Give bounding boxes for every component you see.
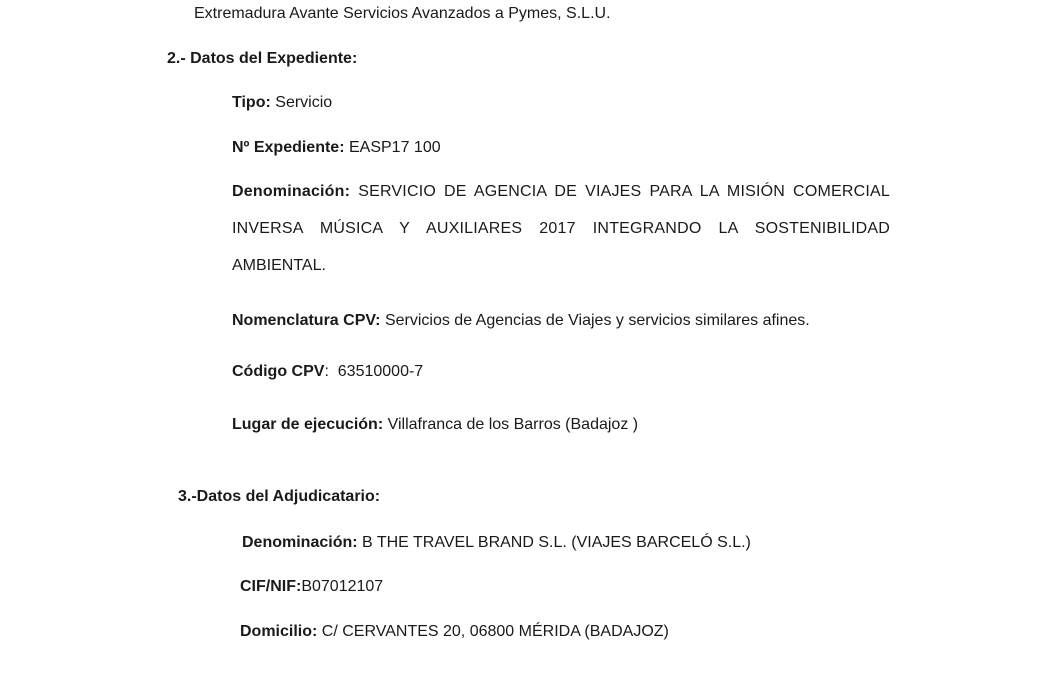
expediente-row xyxy=(232,138,441,158)
cif-value: B07012107 xyxy=(301,578,384,595)
denominacion-line-1: Denominación: SERVICIO DE AGENCIA DE VIAJES PARA LA MISIÓN COMERCIAL xyxy=(232,183,890,200)
denominacion-line-2: INVERSA MÚSICA Y AUXILIARES 2017 INTEGRANDO LA SOSTENIBILIDAD xyxy=(232,220,890,237)
adjudicatario-denominacion-row xyxy=(242,533,751,553)
section-3-heading: 3.-Datos del Adjudicatario: xyxy=(178,488,381,505)
section-2-heading: 2.- Datos del Expediente: xyxy=(167,50,358,67)
domicilio-label: Domicilio: xyxy=(240,623,318,640)
adjudicatario-denominacion-value: B THE TRAVEL BRAND S.L. (VIAJES BARCELÓ S.L.) xyxy=(362,534,751,551)
denominacion-line-3: AMBIENTAL. xyxy=(232,257,326,274)
adjudicatario-denominacion-label: Denominación: xyxy=(242,534,358,551)
company-name: Extremadura Avante Servicios Avanzados a Pymes, S.L.U. xyxy=(194,5,611,22)
tipo-value: Servicio xyxy=(275,94,333,111)
lugar-row xyxy=(232,415,638,435)
cif-label: CIF/NIF: xyxy=(240,578,302,595)
expediente-label: Nº Expediente: xyxy=(232,139,345,156)
domicilio-value: C/ CERVANTES 20, 06800 MÉRIDA (BADAJOZ) xyxy=(321,623,669,640)
expediente-value: EASP17 100 xyxy=(348,139,441,156)
denominacion-label: Denominación: xyxy=(232,183,351,200)
tipo-row xyxy=(232,93,332,113)
codigo-row xyxy=(232,362,423,382)
codigo-label: Código CPV xyxy=(232,363,325,380)
codigo-value: : 63510000-7 xyxy=(324,363,424,380)
nomenclatura-label: Nomenclatura CPV: xyxy=(232,312,381,329)
lugar-label: Lugar de ejecución: xyxy=(232,416,384,433)
cif-row xyxy=(240,577,383,597)
domicilio-row xyxy=(240,622,669,642)
nomenclatura-row xyxy=(232,311,810,331)
tipo-label: Tipo: xyxy=(232,94,271,111)
lugar-value: Villafranca de los Barros (Badajoz ) xyxy=(387,416,639,433)
nomenclatura-value: Servicios de Agencias de Viajes y servicios similares afines. xyxy=(384,312,810,329)
